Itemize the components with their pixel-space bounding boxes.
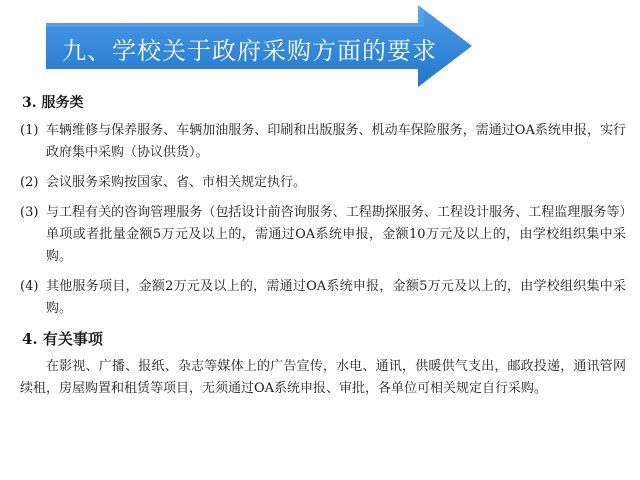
list-item — [16, 120, 626, 164]
related-paragraph: 在影视、广播、报纸、杂志等媒体上的广告宣传，水电、通讯，供暖供气支出，邮政投递，通讯管网续租，房屋购置和租赁等项目，无须通过OA系统申报、审批，各单位可相关规定自行采购。 — [20, 359, 626, 396]
section-heading-related: 4. 有关事项 — [22, 330, 103, 348]
list-item — [16, 202, 626, 268]
item-number: (4) — [20, 279, 39, 294]
item-text: 其他服务项目，金额2万元及以上的，需通过OA系统申报，金额5万元及以上的，由学校组织集中采购。 — [46, 279, 626, 316]
item-text: 会议服务采购按国家、省、市相关规定执行。 — [46, 175, 307, 190]
title-banner — [46, 5, 472, 87]
item-text: 与工程有关的咨询管理服务（包括设计前咨询服务、工程勘探服务、工程设计服务、工程监理服务等）单项或者批量金额5万元及以上的，需通过OA系统申报，金额10万元及以上的，由学校组织集中采购。 — [46, 205, 626, 264]
item-number: (1) — [20, 123, 39, 138]
list-item — [16, 172, 626, 194]
content-body — [16, 92, 626, 400]
list-item — [16, 276, 626, 320]
item-text: 车辆维修与保养服务、车辆加油服务、印刷和出版服务、机动车保险服务，需通过OA系统申报，实行政府集中采购（协议供货）。 — [46, 123, 626, 160]
item-number: (2) — [20, 175, 39, 190]
page-title: 九、学校关于政府采购方面的要求 — [62, 37, 437, 65]
section-heading-services: 3. 服务类 — [22, 95, 84, 111]
item-number: (3) — [20, 205, 39, 220]
